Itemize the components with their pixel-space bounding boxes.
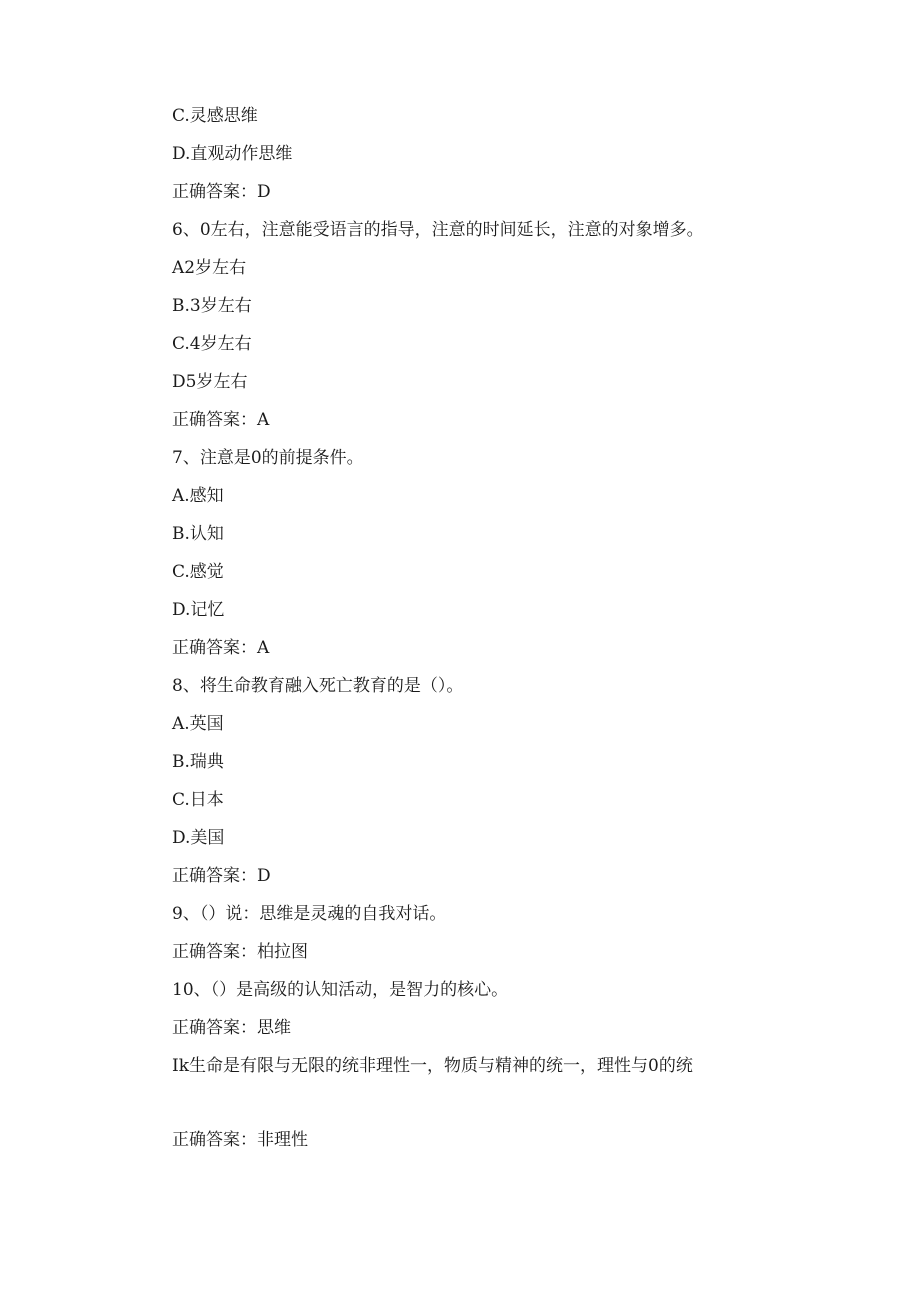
option-line: A2岁左右 bbox=[172, 258, 247, 278]
question-line: 8、将生命教育融入死亡教育的是（）。 bbox=[172, 676, 464, 696]
option-line: B.瑞典 bbox=[172, 752, 224, 772]
question-line: 6、0左右，注意能受语言的指导，注意的时间延长，注意的对象增多。 bbox=[172, 220, 704, 240]
option-line: C.感觉 bbox=[172, 562, 224, 582]
answer-line: 正确答案：A bbox=[172, 410, 270, 430]
option-line: D5岁左右 bbox=[172, 372, 248, 392]
question-line: 9、（）说：思维是灵魂的自我对话。 bbox=[172, 904, 447, 924]
answer-line: 正确答案：D bbox=[172, 866, 271, 886]
option-line: B.认知 bbox=[172, 524, 224, 544]
option-line: D.美国 bbox=[172, 828, 225, 848]
option-line: C.日本 bbox=[172, 790, 224, 810]
answer-line: 正确答案：D bbox=[172, 182, 271, 202]
option-line: B.3岁左右 bbox=[172, 296, 252, 316]
question-line: 7、注意是0的前提条件。 bbox=[172, 448, 364, 468]
option-line: A.感知 bbox=[172, 486, 224, 506]
answer-line: 正确答案：柏拉图 bbox=[172, 942, 308, 962]
option-line: C.灵感思维 bbox=[172, 106, 258, 126]
option-line: C.4岁左右 bbox=[172, 334, 252, 354]
answer-line: 正确答案：思维 bbox=[172, 1018, 291, 1038]
question-line: Ik生命是有限与无限的统非理性一，物质与精神的统一，理性与0的统 bbox=[172, 1056, 693, 1076]
option-line: D.记忆 bbox=[172, 600, 225, 620]
option-line: D.直观动作思维 bbox=[172, 144, 293, 164]
answer-line: 正确答案：非理性 bbox=[172, 1130, 308, 1150]
option-line: A.英国 bbox=[172, 714, 224, 734]
question-line: 10、（）是高级的认知活动，是智力的核心。 bbox=[172, 980, 509, 1000]
answer-line: 正确答案：A bbox=[172, 638, 270, 658]
